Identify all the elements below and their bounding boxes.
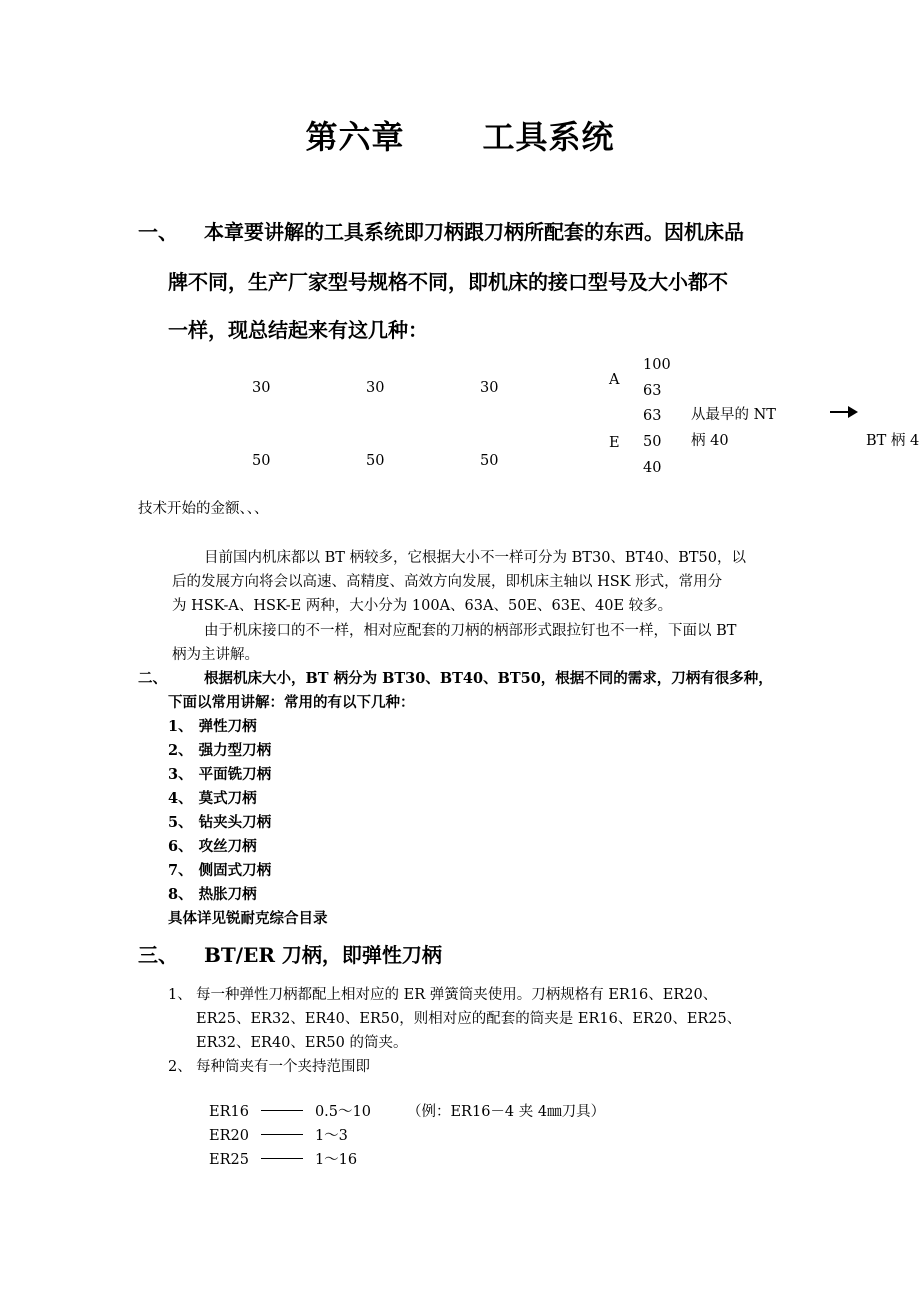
section1-marker: 一、 — [138, 220, 178, 244]
hsk-size: 63 — [643, 408, 662, 424]
list-item: 7、 侧固式刀柄 — [168, 862, 272, 879]
hsk-type-a: A — [609, 372, 620, 388]
bt-size: 50 — [480, 453, 499, 469]
list-item: 6、 攻丝刀柄 — [168, 838, 257, 855]
section3-item1-line-1: 每一种弹性刀柄都配上相对应的 ER 弹簧筒夹使用。刀柄规格有 ER16、ER20、 — [196, 987, 718, 1003]
list-item: 3、 平面铣刀柄 — [168, 766, 272, 783]
title-topic: 工具系统 — [482, 118, 615, 156]
hsk-type-e: E — [609, 435, 620, 451]
section1-line-1: 本章要讲解的工具系统即刀柄跟刀柄所配套的东西。因机床品 — [204, 220, 744, 244]
section1-line-2: 牌不同，生产厂家型号规格不同，即机床的接口型号及大小都不 — [168, 270, 728, 294]
section3-item2-num: 2、 — [168, 1059, 192, 1075]
section3-item1-num: 1、 — [168, 987, 192, 1003]
tech-note: 技术开始的金额、、、 — [138, 501, 269, 517]
para2-line-2: 柄为主讲解。 — [172, 647, 259, 663]
list-item: 2、 强力型刀柄 — [168, 742, 272, 759]
list-item: 1、 弹性刀柄 — [168, 718, 257, 735]
dash-line — [261, 1110, 303, 1111]
title-chapter: 第六章 — [305, 118, 405, 156]
section3-marker: 三、 — [138, 943, 178, 967]
bt-size: 30 — [480, 380, 499, 396]
list-item: 5、 钻夹头刀柄 — [168, 814, 272, 831]
collet-range: 0.5～10 — [314, 1104, 371, 1120]
collet-code: ER25 — [209, 1152, 249, 1168]
collet-code: ER16 — [209, 1104, 249, 1120]
collet-range-row — [209, 1100, 605, 1124]
bt-size: 30 — [366, 380, 385, 396]
hsk-size: 63 — [643, 383, 662, 399]
dash-line — [261, 1134, 303, 1135]
dash-line — [261, 1158, 303, 1159]
collet-example: （例：ER16－4 夹 4㎜刀具） — [406, 1104, 606, 1120]
page-title — [0, 112, 920, 158]
bt-size: 50 — [252, 453, 271, 469]
bt-label: BT 柄 4 — [866, 433, 920, 449]
list-item: 4、 莫式刀柄 — [168, 790, 257, 807]
diagram-note-line-2: 柄 40 — [691, 433, 729, 449]
diagram-note-line-1: 从最早的 NT — [691, 407, 776, 423]
hsk-size: 50 — [643, 434, 662, 450]
section3-item1-line-3: ER32、ER40、ER50 的筒夹。 — [196, 1035, 408, 1051]
section3-item2-text: 每种筒夹有一个夹持范围即 — [196, 1059, 370, 1075]
collet-range-row — [209, 1124, 348, 1148]
hsk-size: 100 — [643, 357, 671, 373]
collet-range: 1～3 — [314, 1128, 348, 1144]
section1-line-3: 一样，现总结起来有这几种： — [168, 318, 428, 342]
para1-line-3: 为 HSK-A、HSK-E 两种，大小分为 100A、63A、50E、63E、40E 较多。 — [172, 598, 673, 614]
section3-heading: BT/ER 刀柄，即弹性刀柄 — [204, 943, 442, 967]
section2-marker: 二、 — [138, 670, 167, 687]
para1-line-1: 目前国内机床都以 BT 柄较多，它根据大小不一样可分为 BT30、BT40、BT50，以 — [204, 550, 746, 566]
bt-size: 30 — [252, 380, 271, 396]
catalog-reference: 具体详见锐耐克综合目录 — [168, 910, 328, 927]
section3-item1-line-2: ER25、ER32、ER40、ER50，则相对应的配套的筒夹是 ER16、ER20、ER25、 — [196, 1011, 742, 1027]
section2-line-2: 下面以常用讲解：常用的有以下几种： — [168, 694, 415, 711]
list-item: 8、 热胀刀柄 — [168, 886, 257, 903]
bt-size: 50 — [366, 453, 385, 469]
collet-range: 1～16 — [314, 1152, 358, 1168]
para1-line-2: 后的发展方向将会以高速、高精度、高效方向发展，即机床主轴以 HSK 形式，常用分 — [172, 574, 723, 590]
collet-range-row — [209, 1148, 357, 1172]
collet-code: ER20 — [209, 1128, 249, 1144]
para2-line-1: 由于机床接口的不一样，相对应配套的刀柄的柄部形式跟拉钉也不一样，下面以 BT — [204, 623, 737, 639]
section2-line-1: 根据机床大小，BT 柄分为 BT30、BT40、BT50，根据不同的需求，刀柄有很多种， — [204, 670, 773, 687]
hsk-size: 40 — [643, 460, 662, 476]
